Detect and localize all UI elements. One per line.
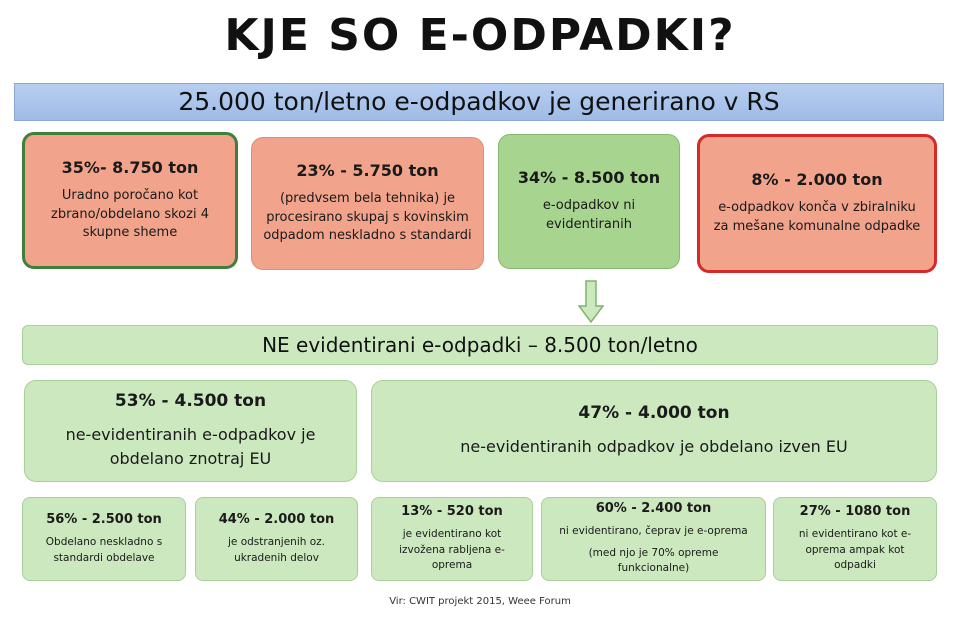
source-footer: Vir: CWIT projekt 2015, Weee Forum — [389, 596, 571, 607]
box-head: 47% - 4.000 ton — [578, 403, 730, 423]
box-recorded-as-waste — [773, 497, 937, 581]
box-text: ni evidentirano, čeprav je e-oprema — [559, 524, 748, 537]
box-head: 56% - 2.500 ton — [46, 511, 162, 527]
box-head: 35%- 8.750 ton — [61, 157, 199, 177]
box-outside-eu — [371, 380, 937, 482]
box-exported-used — [371, 497, 533, 581]
box-officially-reported — [22, 132, 238, 269]
box-text: e-odpadkov konča v zbiralniku za mešane komunalne odpadke — [713, 200, 921, 234]
box-text: ne-evidentiranih e-odpadkov je obdelano znotraj EU — [65, 425, 316, 468]
box-head: 27% - 1080 ton — [799, 503, 911, 519]
page-title: KJE SO E-ODPADKI? — [224, 10, 736, 61]
unrecorded-bar: NE evidentirani e-odpadki – 8.500 ton/letno — [22, 325, 938, 365]
box-head: 53% - 4.500 ton — [114, 391, 267, 411]
box-text: e-odpadkov ni evidentiranih — [542, 198, 636, 232]
box-head: 23% - 5.750 ton — [296, 160, 439, 180]
box-non-compliant-treatment — [22, 497, 186, 581]
box-text: ni evidentirano kot e-oprema ampak kot odpadki — [798, 527, 912, 572]
box-text: je odstranjenih oz. ukradenih delov — [227, 535, 325, 564]
down-arrow-icon — [578, 280, 604, 324]
box-not-recorded-equipment — [541, 497, 766, 581]
box-text: (predvsem bela tehnika) je procesirano skupaj s kovinskim odpadom neskladno s standardi — [263, 190, 472, 244]
box-head: 8% - 2.000 ton — [751, 170, 883, 190]
box-head: 34% - 8.500 ton — [517, 168, 661, 188]
box-not-recorded — [498, 134, 680, 269]
box-text: je evidentirano kot izvožena rabljena e-oprema — [399, 527, 505, 572]
box-head: 13% - 520 ton — [401, 503, 503, 519]
box-head: 44% - 2.000 ton — [218, 511, 335, 527]
box-within-eu — [24, 380, 357, 482]
box-processed-with-metal — [251, 137, 484, 270]
box-mixed-waste — [697, 134, 937, 273]
box-text-note: (med njo je 70% opreme funkcionalne) — [588, 546, 719, 575]
box-text: ne-evidentiranih odpadkov je obdelano izven EU — [460, 437, 848, 456]
total-banner: 25.000 ton/letno e-odpadkov je generirano v RS — [14, 83, 944, 121]
box-head: 60% - 2.400 ton — [595, 500, 712, 516]
box-removed-parts — [195, 497, 358, 581]
box-text: Uradno poročano kot zbrano/obdelano skozi 4 skupne sheme — [51, 187, 209, 241]
box-text: Obdelano neskladno s standardi obdelave — [45, 535, 163, 564]
